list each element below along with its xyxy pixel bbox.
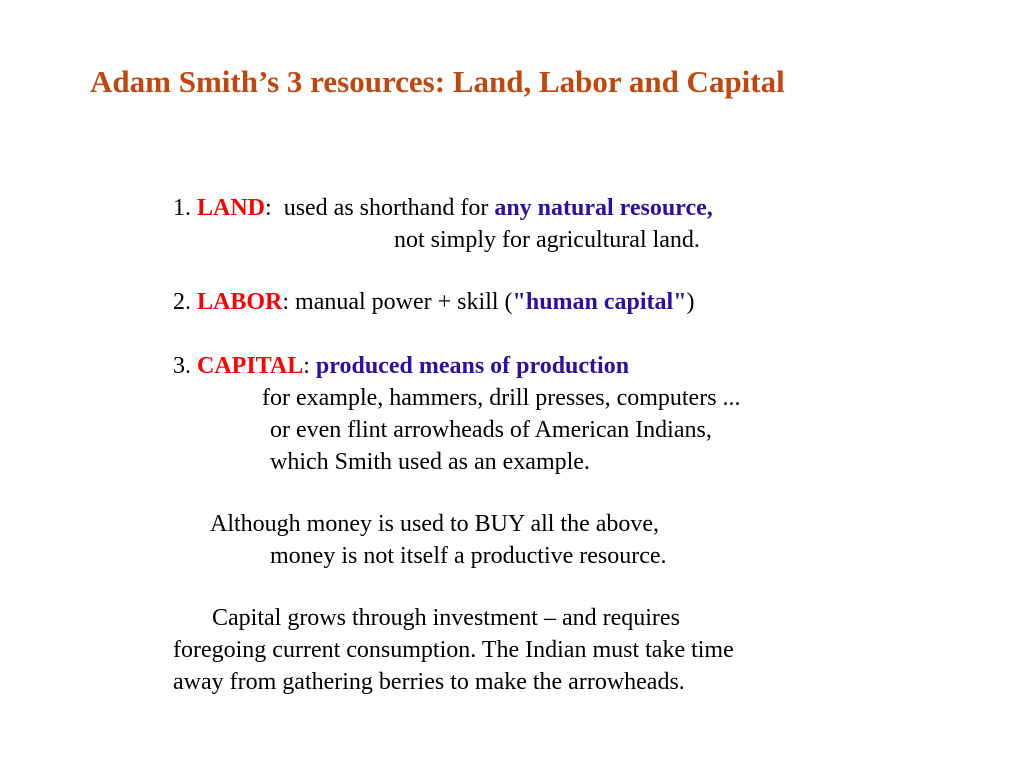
labor-number: 2. xyxy=(173,289,197,315)
capital-note-line1: Capital grows through investment – and requires xyxy=(212,605,680,631)
land-item xyxy=(173,192,713,224)
labor-close: ) xyxy=(686,289,695,315)
capital-examples: for example, hammers, drill presses, computers ... xyxy=(262,385,741,411)
capital-colon: : xyxy=(303,353,316,379)
labor-term: LABOR xyxy=(197,289,283,315)
land-comma: , xyxy=(706,195,713,221)
capital-smith-example: which Smith used as an example. xyxy=(270,449,590,475)
land-term: LAND xyxy=(197,195,266,221)
land-number: 1. xyxy=(173,195,197,221)
land-continuation: not simply for agricultural land. xyxy=(394,227,700,253)
land-emphasis: any natural resource xyxy=(494,195,707,221)
labor-emphasis: "human capital" xyxy=(512,289,687,315)
capital-term: CAPITAL xyxy=(197,353,304,379)
land-text: used as shorthand for xyxy=(271,195,495,221)
capital-note-line2: foregoing current consumption. The Indian must take time xyxy=(173,637,734,663)
capital-note-line3: away from gathering berries to make the arrowheads. xyxy=(173,669,685,695)
capital-number: 3. xyxy=(173,353,197,379)
labor-text: : manual power + skill ( xyxy=(282,289,513,315)
money-note-line2: money is not itself a productive resource. xyxy=(270,543,667,569)
money-note-line1: Although money is used to BUY all the above, xyxy=(210,511,660,537)
capital-emphasis: produced means of production xyxy=(315,353,630,379)
slide-title: Adam Smith’s 3 resources: Land, Labor and Capital xyxy=(90,64,785,99)
labor-item xyxy=(173,286,695,318)
capital-arrowheads: or even flint arrowheads of American Indians, xyxy=(270,417,712,443)
land-colon: : xyxy=(265,195,272,221)
capital-item xyxy=(173,350,629,382)
